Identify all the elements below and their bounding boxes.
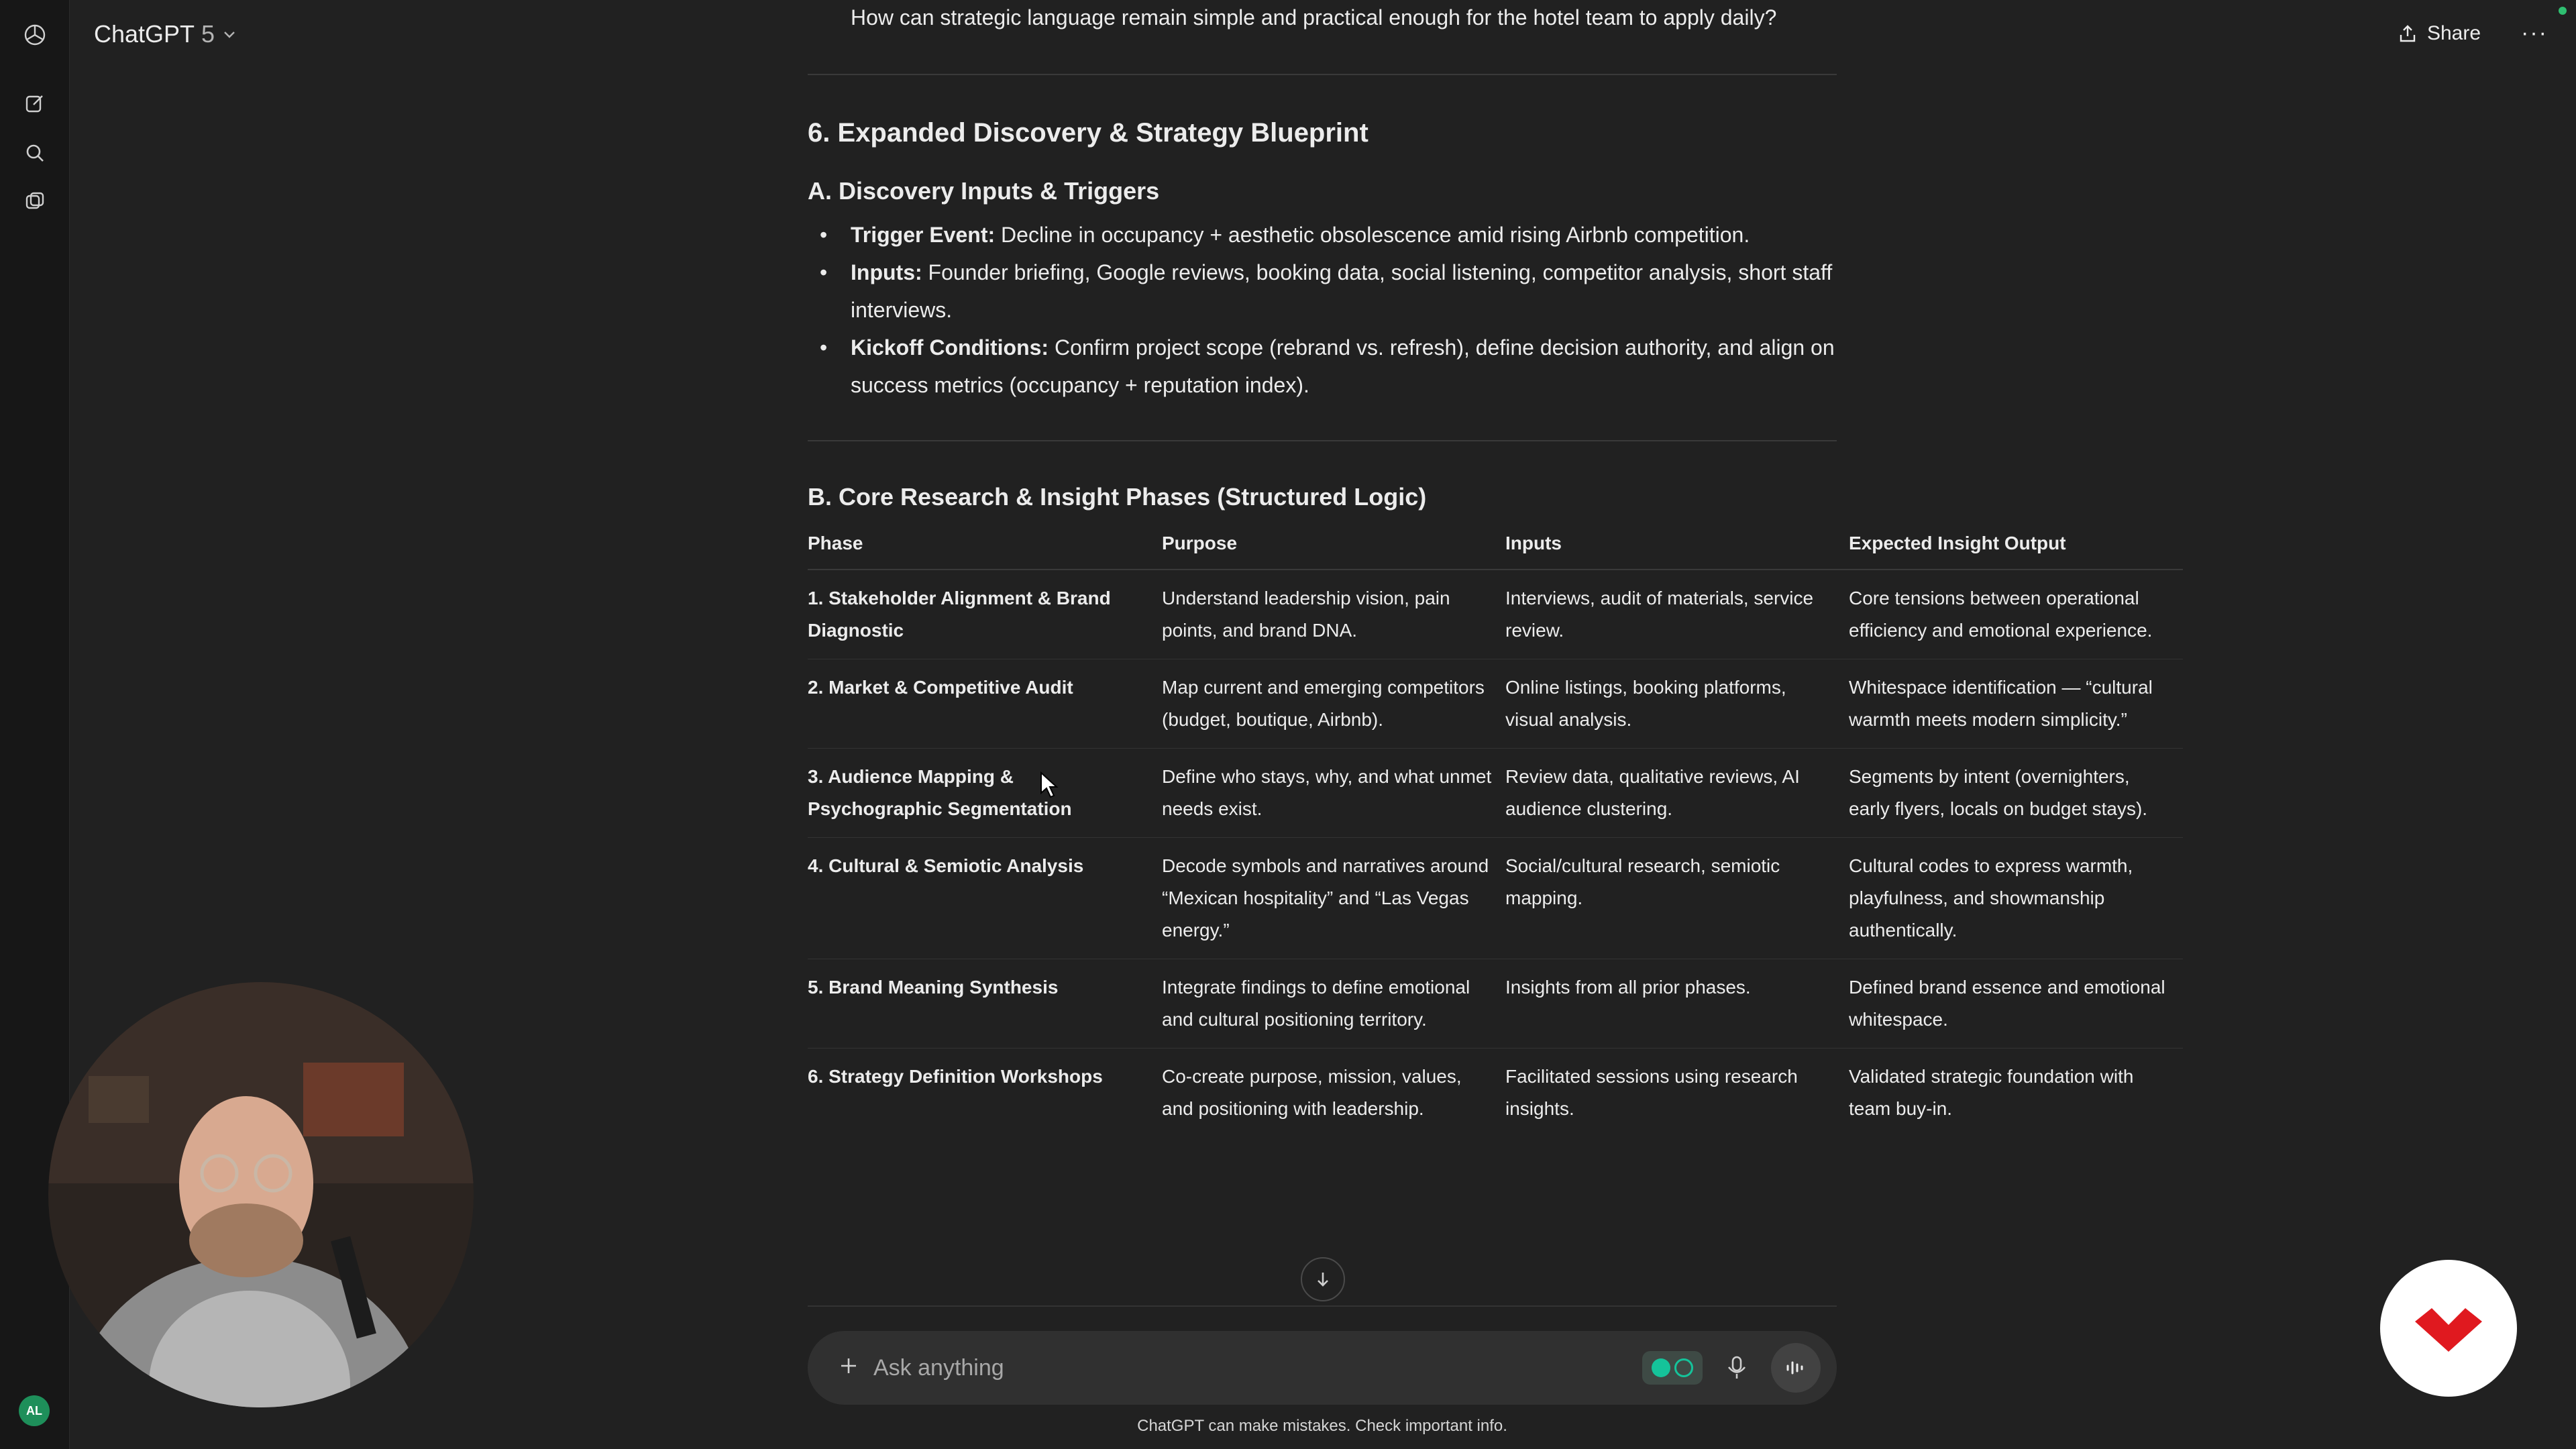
column-header: Expected Insight Output [1849,529,2183,570]
output-cell: Core tensions between operational efficiency and emotional experience. [1849,570,2183,659]
scroll-to-bottom-button[interactable] [1301,1257,1345,1301]
inputs-cell: Online listings, booking platforms, visual analysis. [1505,659,1849,749]
prompt-input[interactable] [872,1354,1642,1382]
subsection-a-title: A. Discovery Inputs & Triggers [808,177,1160,205]
list-item: • Inputs: Founder briefing, Google reviews, booking data, social listening, competitor analysis, short staff interviews. [808,254,1841,329]
table-row [808,659,2183,749]
phase-cell: 3. Audience Mapping & Psychographic Segmentation [808,749,1162,838]
section-title: 6. Expanded Discovery & Strategy Blueprint [808,118,1368,148]
output-cell: Validated strategic foundation with team buy-in. [1849,1066,2134,1119]
arrow-down-icon [1313,1269,1333,1289]
table-header-row [808,529,2183,570]
waveform-icon [1784,1358,1807,1378]
chevron-down-icon [221,26,237,42]
purpose-cell: Define who stays, why, and what unmet needs exist. [1162,749,1505,838]
microphone-icon[interactable] [1725,1354,1748,1381]
model-version: 5 [201,20,215,48]
list-item: • Trigger Event: Decline in occupancy + aesthetic obsolescence amid rising Airbnb competition. [808,216,1841,254]
webcam-overlay [48,982,474,1407]
library-icon[interactable] [21,188,48,215]
purpose-cell: Decode symbols and narratives around “Mexican hospitality” and “Las Vegas energy.” [1162,838,1505,959]
attach-button[interactable] [825,1351,872,1385]
app-name: ChatGPT [94,20,195,48]
output-cell: Cultural codes to express warmth, playfulness, and showmanship authentically. [1849,838,2183,959]
inputs-cell: Facilitated sessions using research insights. [1505,1066,1798,1119]
purpose-cell: Map current and emerging competitors (budget, boutique, Airbnb). [1162,659,1505,749]
share-icon [2398,23,2418,44]
voice-mode-button[interactable] [1771,1343,1821,1393]
plus-icon [837,1354,860,1377]
purpose-cell: Co-create purpose, mission, values, and positioning with leadership. [1162,1066,1462,1119]
phase-cell: 2. Market & Competitive Audit [808,659,1162,749]
divider [808,74,1837,75]
status-dot [2559,7,2567,15]
output-cell: Segments by intent (overnighters, early flyers, locals on budget stays). [1849,749,2183,838]
previous-question: How can strategic language remain simple and practical enough for the hotel team to apply daily? [851,5,1777,30]
inputs-cell: Interviews, audit of materials, service review. [1505,570,1849,659]
inputs-cell: Review data, qualitative reviews, AI audience clustering. [1505,749,1849,838]
chatgpt-logo-icon[interactable] [21,21,48,48]
new-chat-icon[interactable] [21,90,48,117]
more-options-button[interactable]: ··· [2521,20,2548,46]
share-label: Share [2426,21,2481,44]
column-header: Purpose [1162,529,1505,570]
mouse-cursor [1040,771,1059,798]
table-row [808,749,2183,838]
disclaimer: ChatGPT can make mistakes. Check important info. [1137,1417,1507,1435]
inputs-cell: Insights from all prior phases. [1505,959,1849,1049]
divider [808,440,1837,441]
purpose-cell: Understand leadership vision, pain points, and brand DNA. [1162,570,1505,659]
table-row [808,959,2183,1049]
table-row [808,838,2183,959]
search-icon[interactable] [21,140,48,166]
phases-table [808,529,2183,1137]
output-cell: Whitespace identification — “cultural warmth meets modern simplicity.” [1849,659,2183,749]
output-cell: Defined brand essence and emotional whitespace. [1849,959,2183,1049]
extension-icon[interactable] [1642,1351,1703,1385]
divider [808,1305,1837,1307]
phase-cell: 6. Strategy Definition Workshops [808,1066,1103,1087]
phase-cell: 5. Brand Meaning Synthesis [808,959,1162,1049]
column-header: Inputs [1505,529,1849,570]
share-button[interactable] [2398,22,2481,45]
table-row [808,570,2183,659]
list-item: • Kickoff Conditions: Confirm project scope (rebrand vs. refresh), define decision authority, and align on success metrics (occupancy + reputation index). [808,329,1841,404]
model-selector[interactable] [94,20,237,48]
bullet-list [808,216,1841,404]
user-avatar[interactable]: AL [19,1395,50,1426]
phase-cell: 4. Cultural & Semiotic Analysis [808,838,1162,959]
composer [808,1331,1837,1405]
brand-logo [2380,1260,2517,1397]
column-header: Phase [808,529,1162,570]
inputs-cell: Social/cultural research, semiotic mapping. [1505,838,1849,959]
table-row [808,1049,2183,1138]
phase-cell: 1. Stakeholder Alignment & Brand Diagnostic [808,570,1162,659]
purpose-cell: Integrate findings to define emotional and cultural positioning territory. [1162,959,1505,1049]
subsection-b-title: B. Core Research & Insight Phases (Structured Logic) [808,483,1427,511]
